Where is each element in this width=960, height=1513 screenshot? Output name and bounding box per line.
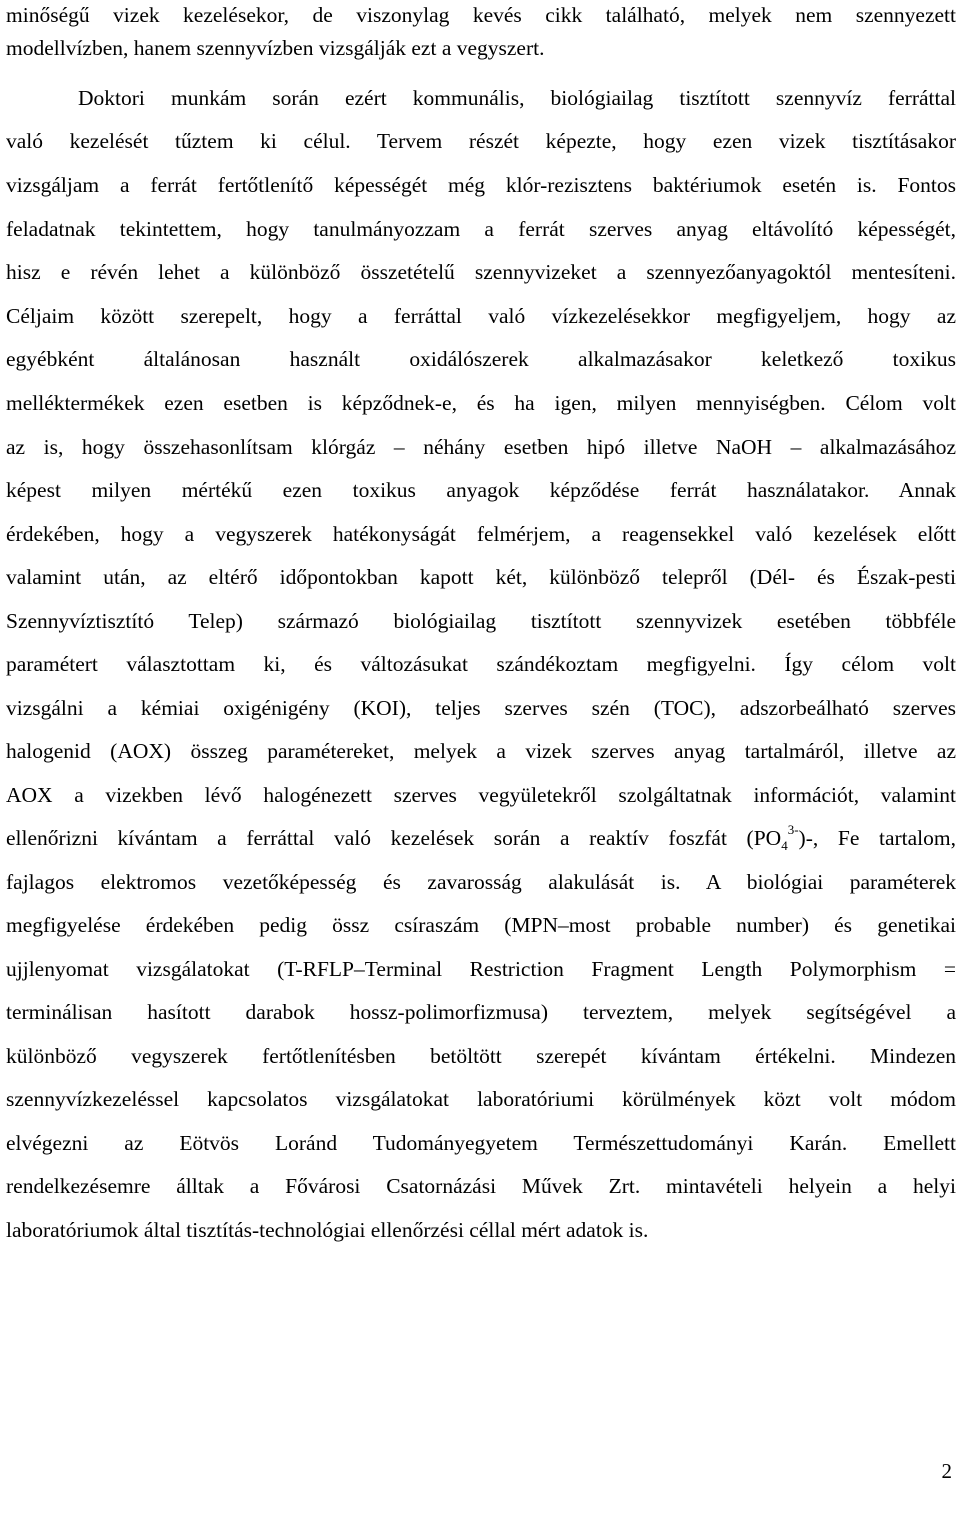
- text-line: érdekében, hogy a vegyszerek hatékonyságát felmérjem, a reagensekkel való kezelések előtt: [6, 522, 956, 546]
- text-line: vizsgálni a kémiai oxigénigény (KOI), teljes szerves szén (TOC), adszorbeálható szerves: [6, 696, 956, 720]
- text-line: melléktermékek ezen esetben is képződnek-e, és ha igen, milyen mennyiségben. Célom volt: [6, 391, 956, 415]
- text-segment: )-, Fe tartalom,: [798, 826, 956, 850]
- text-line: az is, hogy összehasonlítsam klórgáz – néhány esetben hipó illetve NaOH – alkalmazásához: [6, 435, 956, 459]
- text-line: halogenid (AOX) összeg paramétereket, melyek a vizek szerves anyag tartalmáról, illetve az: [6, 739, 956, 763]
- text-line: modellvízben, hanem szennyvízben vizsgálják ezt a vegyszert.: [6, 36, 545, 60]
- text-line: fajlagos elektromos vezetőképesség és zavarosság alakulását is. A biológiai paraméterek: [6, 870, 956, 894]
- text-line: egyébként általánosan használt oxidálószerek alkalmazásakor keletkező toxikus: [6, 347, 956, 371]
- text-line: szennyvízkezeléssel kapcsolatos vizsgálatokat laboratóriumi körülmények közt volt módom: [6, 1087, 956, 1111]
- text-line: ujjlenyomat vizsgálatokat (T-RFLP–Terminal Restriction Fragment Length Polymorphism =: [6, 957, 956, 981]
- text-line: vizsgáljam a ferrát fertőtlenítő képességét még klór-rezisztens baktériumok esetén is. Fontos: [6, 173, 956, 197]
- text-line: Céljaim között szerepelt, hogy a ferráttal való vízkezelésekkor megfigyeljem, hogy az: [6, 304, 956, 328]
- text-line: rendelkezésemre álltak a Fővárosi Csatornázási Művek Zrt. mintavételi helyein a helyi: [6, 1174, 956, 1198]
- text-line: paramétert választottam ki, és változásukat szándékoztam megfigyelni. Így célom volt: [6, 652, 956, 676]
- page-number: 2: [941, 1459, 952, 1483]
- text-line: Doktori munkám során ezért kommunális, biológiailag tisztított szennyvíz ferráttal: [78, 86, 956, 110]
- formula-superscript: 3-: [787, 822, 799, 837]
- text-line: megfigyelése érdekében pedig össz csíraszám (MPN–most probable number) és genetikai: [6, 913, 956, 937]
- text-line: hisz e révén lehet a különböző összetételű szennyvizeket a szennyezőanyagoktól mentesíteni.: [6, 260, 956, 284]
- text-line: laboratóriumok által tisztítás-technológiai ellenőrzési céllal mért adatok is.: [6, 1218, 649, 1242]
- text-line: minőségű vizek kezelésekor, de viszonylag kevés cikk található, melyek nem szennyezett: [6, 3, 956, 27]
- text-segment: ellenőrizni kívántam a ferráttal való kezelések során a reaktív foszfát (PO: [6, 826, 782, 850]
- text-line: képest milyen mértékű ezen toxikus anyagok képződése ferrát használatakor. Annak: [6, 478, 956, 502]
- text-line: feladatnak tekintettem, hogy tanulmányozzam a ferrát szerves anyag eltávolító képességét,: [6, 217, 956, 241]
- text-line: való kezelését tűztem ki célul. Tervem részét képezte, hogy ezen vizek tisztításakor: [6, 129, 956, 153]
- text-line: Szennyvíztisztító Telep) származó biológiailag tisztított szennyvizek esetében többféle: [6, 609, 956, 633]
- text-line: AOX a vizekben lévő halogénezett szerves vegyületekről szolgáltatnak információt, valamint: [6, 783, 956, 807]
- text-line-with-formula: [6, 823, 956, 853]
- text-line: valamint után, az eltérő időpontokban kapott két, különböző telepről (Dél- és Észak-pesti: [6, 565, 956, 589]
- text-line: különböző vegyszerek fertőtlenítésben betöltött szerepét kívántam értékelni. Mindezen: [6, 1044, 956, 1068]
- text-line: terminálisan hasított darabok hossz-polimorfizmusa) terveztem, melyek segítségével a: [6, 1000, 956, 1024]
- formula-subscript: 4: [781, 838, 788, 853]
- text-line: elvégezni az Eötvös Loránd Tudományegyetem Természettudományi Karán. Emellett: [6, 1131, 956, 1155]
